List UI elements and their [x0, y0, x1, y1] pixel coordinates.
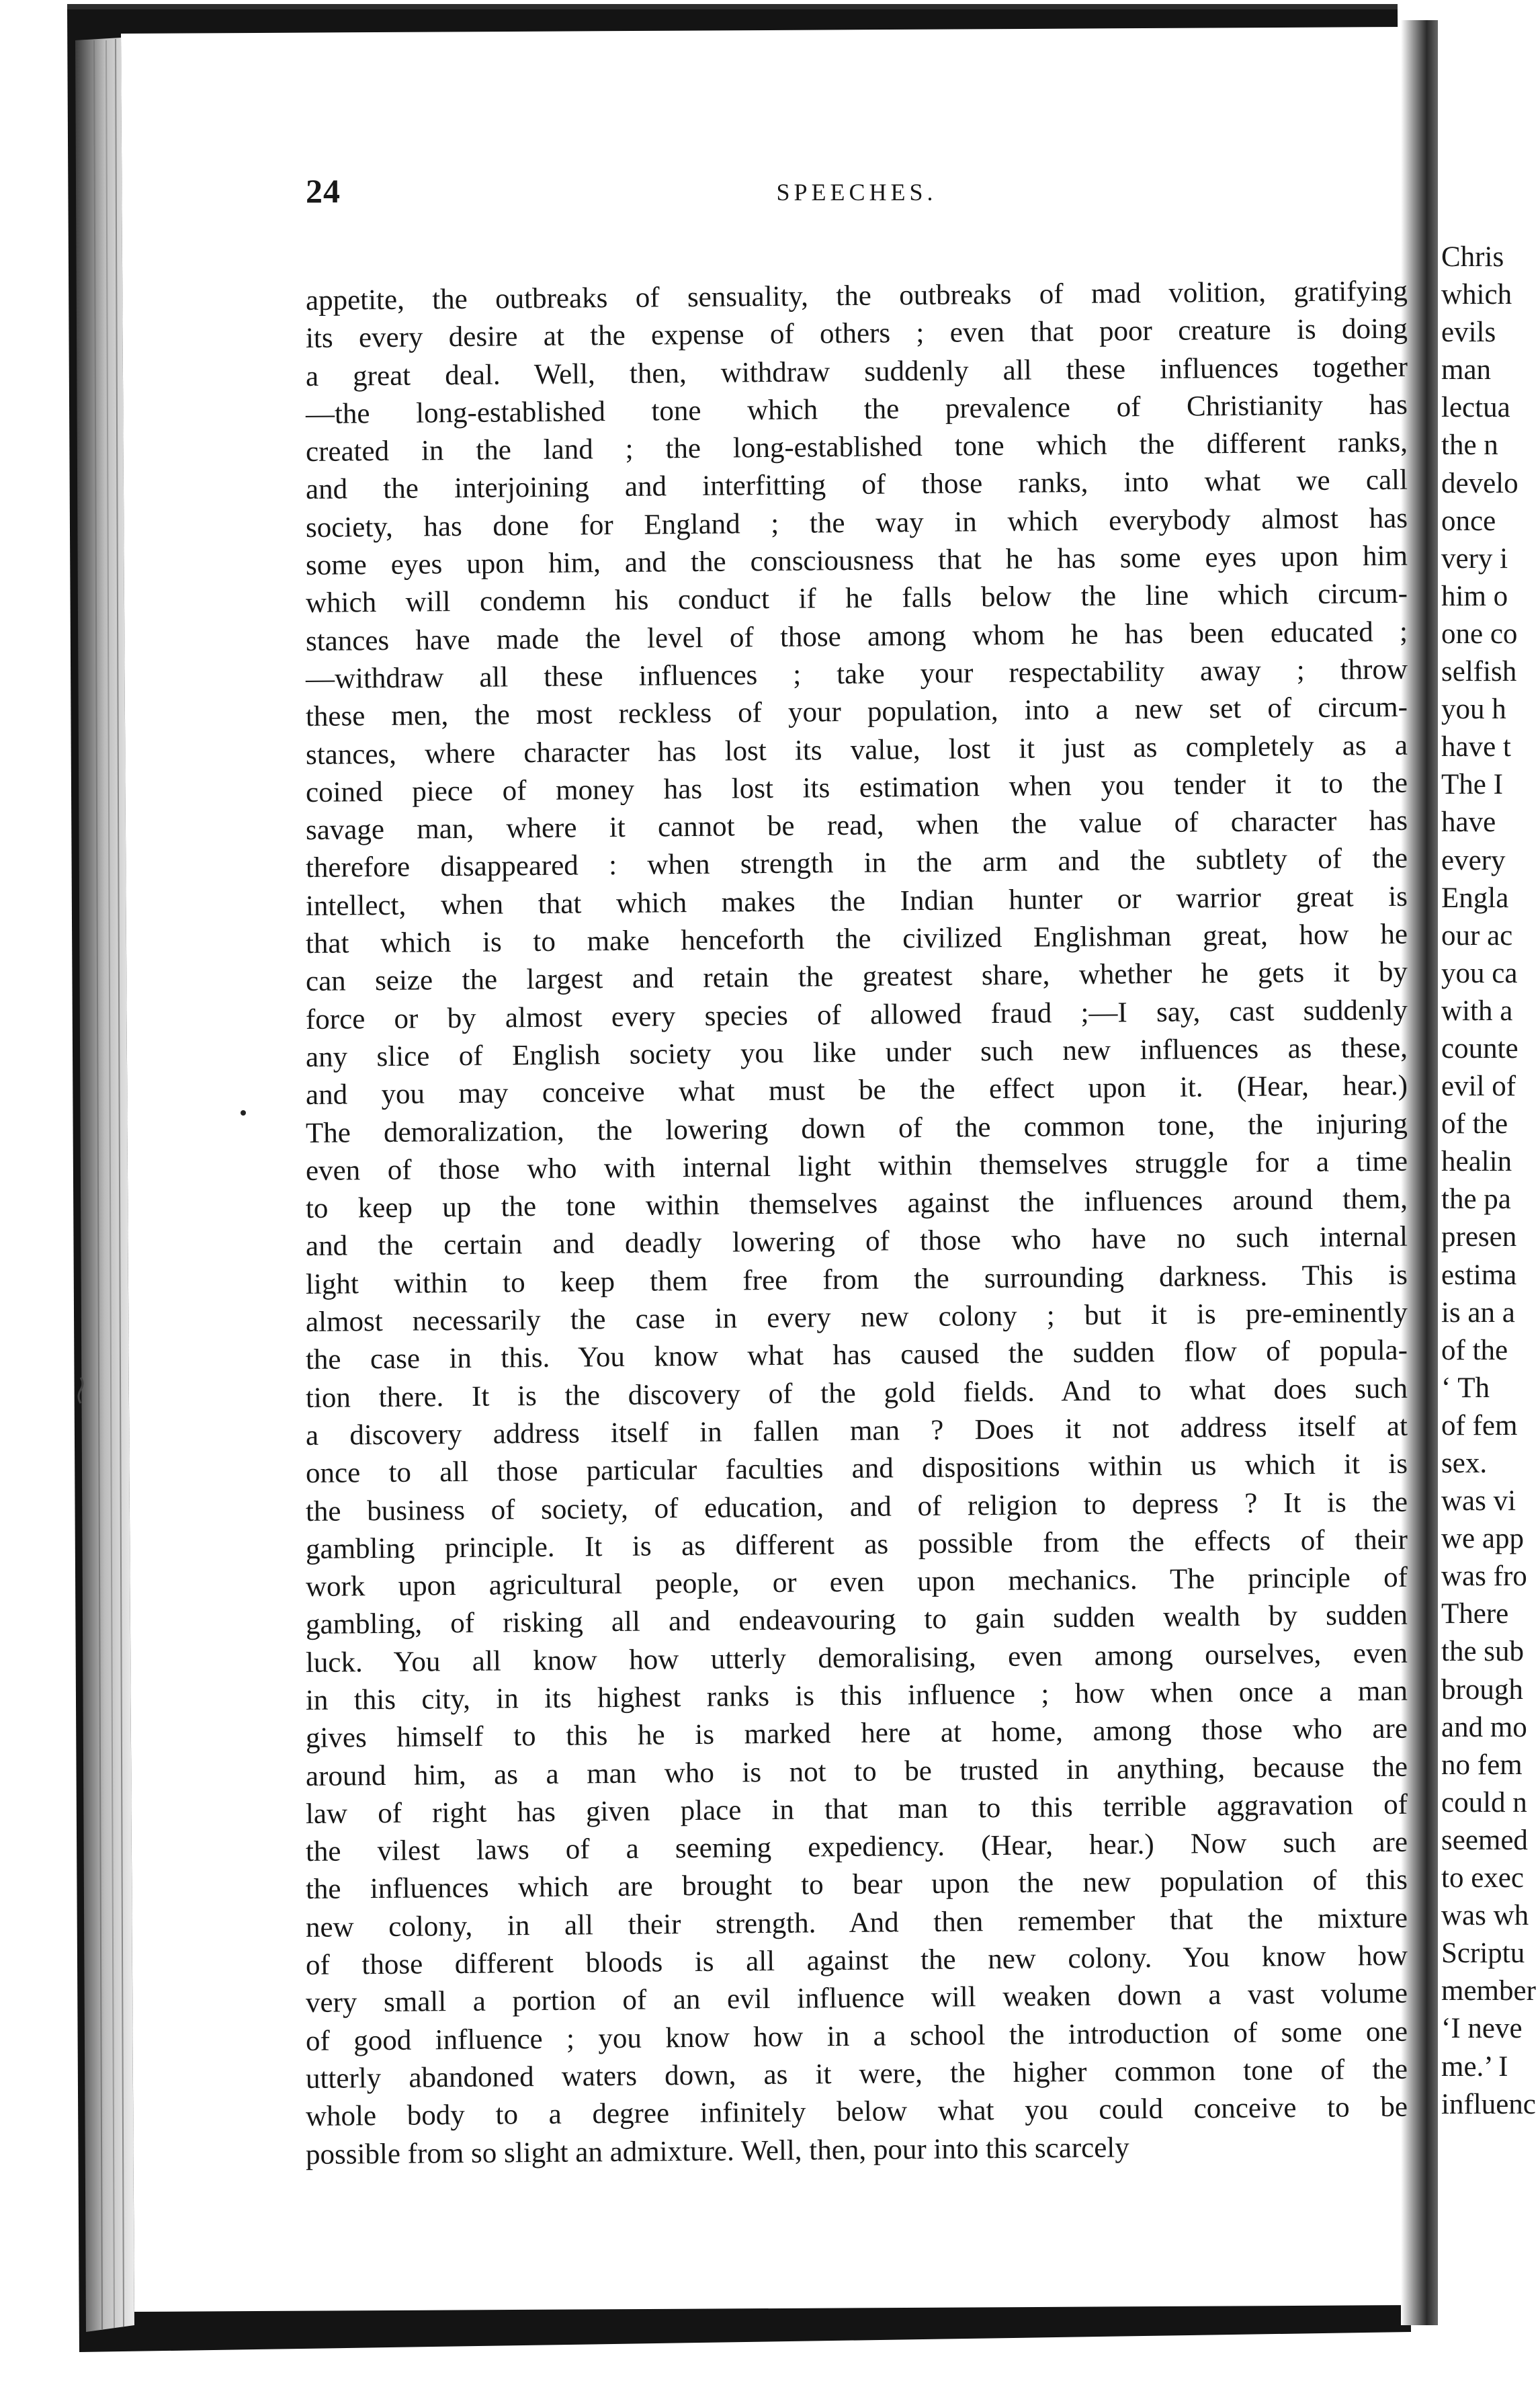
facing-line-fragment: develo	[1441, 467, 1518, 499]
page-number: 24	[306, 172, 341, 210]
facing-page-fragment	[1441, 239, 1540, 2124]
facing-line-fragment: was wh	[1441, 1900, 1529, 1932]
text-line: of good influence ; you know how in a school the introduction of some one	[305, 2015, 1408, 2057]
facing-line-fragment: healin	[1441, 1146, 1512, 1178]
text-line: created in the land ; the long-established tone which the different ranks,	[305, 426, 1408, 468]
text-line: these men, the most reckless of your population, into a new set of circum-	[305, 691, 1408, 733]
text-line: the influences which are brought to bear upon the new population of this	[305, 1864, 1408, 1906]
facing-line-fragment: you ca	[1441, 957, 1518, 989]
text-line: the case in this. You know what has caused the sudden flow of popula-	[305, 1335, 1408, 1376]
text-line: gambling, of risking all and endeavouring to gain sudden wealth by sudden	[305, 1599, 1408, 1641]
text-line: therefore disappeared : when strength in the arm and the subtlety of the	[305, 843, 1408, 884]
text-line: coined piece of money has lost its estimation when you tender it to the	[305, 767, 1408, 808]
running-title: SPEECHES.	[776, 179, 937, 206]
facing-line-fragment: Scriptu	[1441, 1937, 1525, 1970]
text-line: a great deal. Well, then, withdraw suddenly all these influences together	[305, 351, 1408, 392]
facing-line-fragment: of fem	[1441, 1409, 1518, 1441]
text-line: any slice of English society you like under such new influences as these,	[305, 1032, 1408, 1073]
text-line: gives himself to this he is marked here at home, among those who are	[305, 1712, 1408, 1755]
text-line: and you may conceive what must be the effect upon it. (Hear, hear.)	[305, 1069, 1408, 1112]
text-line: even of those who with internal light within themselves struggle for a time	[305, 1145, 1408, 1187]
facing-line-fragment: and mo	[1441, 1711, 1527, 1743]
text-line: to keep up the tone within themselves against the influences around them,	[305, 1183, 1408, 1225]
text-line: the vilest laws of a seeming expediency. (Hear, hear.) Now such are	[305, 1826, 1408, 1868]
text-line: and the certain and deadly lowering of those who have no such internal	[305, 1221, 1408, 1263]
facing-line-fragment: counte	[1441, 1032, 1518, 1064]
text-line: utterly abandoned waters down, as it were, the higher common tone of the	[305, 2053, 1408, 2095]
facing-line-fragment: the sub	[1441, 1636, 1525, 1668]
text-line: around him, as a man who is not to be trusted in anything, because the	[305, 1751, 1408, 1792]
facing-line-fragment: member	[1441, 1975, 1536, 2007]
text-line: tion there. It is the discovery of the gold fields. And to what does such	[305, 1372, 1408, 1414]
text-line: that which is to make henceforth the civilized Englishman great, how he	[305, 918, 1408, 960]
facing-line-fragment: evils	[1441, 317, 1496, 349]
text-line: intellect, when that which makes the Indian hunter or warrior great is	[305, 880, 1408, 922]
facing-line-fragment: brough	[1441, 1673, 1523, 1706]
facing-line-fragment: There	[1441, 1598, 1509, 1630]
facing-line-fragment: have	[1441, 806, 1496, 839]
facing-line-fragment: evil of	[1441, 1071, 1516, 1103]
facing-line-fragment: was vi	[1441, 1485, 1516, 1517]
text-line: almost necessarily the case in every new colony ; but it is pre-eminently	[305, 1296, 1408, 1339]
text-line: its every desire at the expense of others ; even that poor creature is doing	[305, 312, 1408, 355]
facing-line-fragment: to exec	[1441, 1862, 1524, 1894]
text-line: force or by almost every species of allowed fraud ;—I say, cast suddenly	[305, 994, 1408, 1036]
facing-line-fragment: estima	[1441, 1259, 1517, 1291]
facing-line-fragment: ‘I neve	[1441, 2013, 1523, 2045]
facing-line-fragment: could n	[1441, 1786, 1527, 1818]
text-line: which will condemn his conduct if he falls below the line which circum-	[305, 578, 1408, 620]
facing-line-fragment: no fem	[1441, 1749, 1523, 1781]
text-line: very small a portion of an evil influence will weaken down a vast volume	[305, 1978, 1408, 2019]
facing-line-fragment: influenc	[1441, 2088, 1536, 2120]
facing-line-fragment: of the	[1441, 1108, 1508, 1140]
facing-line-fragment: Chris	[1441, 241, 1504, 273]
page-body	[305, 172, 1408, 2174]
text-line: some eyes upon him, and the consciousness that he has some eyes upon him	[305, 540, 1408, 582]
facing-line-fragment: with a	[1441, 995, 1513, 1027]
facing-line-fragment: very i	[1441, 542, 1508, 575]
facing-line-fragment: once	[1441, 505, 1496, 537]
text-column	[305, 275, 1408, 2174]
text-line: luck. You all know how utterly demoralising, even among ourselves, even	[305, 1637, 1408, 1679]
text-line: the business of society, of education, and of religion to depress ? It is the	[305, 1486, 1408, 1528]
text-line: and the interjoining and interfitting of those ranks, into what we call	[305, 464, 1408, 506]
facing-line-fragment: every	[1441, 844, 1506, 876]
facing-line-fragment: have t	[1441, 731, 1511, 763]
text-line: possible from so slight an admixture. Well, then, pour into this scarcely	[305, 2131, 1129, 2171]
facing-line-fragment: we app	[1441, 1523, 1524, 1555]
facing-line-fragment: The I	[1441, 769, 1503, 801]
facing-line-fragment: seemed	[1441, 1824, 1528, 1856]
facing-line-fragment: him o	[1441, 580, 1508, 612]
facing-line-fragment: our ac	[1441, 919, 1513, 952]
text-line: work upon agricultural people, or even upon mechanics. The principle of	[305, 1561, 1408, 1603]
text-line: a discovery address itself in fallen man ? Does it not address itself at	[305, 1410, 1408, 1452]
text-line: savage man, where it cannot be read, when the value of character has	[305, 804, 1408, 847]
facing-line-fragment: the n	[1441, 429, 1498, 462]
facing-line-fragment: is an a	[1441, 1296, 1515, 1329]
text-line: law of right has given place in that man to this terrible aggravation of	[305, 1788, 1408, 1830]
text-line: in this city, in its highest ranks is this influence ; how when once a man	[305, 1675, 1408, 1716]
facing-line-fragment: sex.	[1441, 1448, 1488, 1479]
facing-line-fragment: selfish	[1441, 656, 1517, 688]
facing-line-fragment: which	[1441, 279, 1512, 311]
facing-line-fragment: was fro	[1441, 1560, 1527, 1593]
text-line: —the long-established tone which the prevalence of Christianity has	[305, 388, 1408, 430]
facing-line-fragment: presen	[1441, 1221, 1517, 1253]
text-line: appetite, the outbreaks of sensuality, the outbreaks of mad volition, gratifying	[305, 275, 1408, 317]
text-line: —withdraw all these influences ; take your respectability away ; throw	[305, 653, 1408, 695]
text-line: society, has done for England ; the way in which everybody almost has	[305, 502, 1408, 544]
facing-line-fragment: man	[1441, 354, 1492, 386]
text-line: once to all those particular faculties and dispositions within us which it is	[305, 1448, 1408, 1490]
text-line: of those different bloods is all against the new colony. You know how	[305, 1939, 1408, 1982]
facing-line-fragment: you h	[1441, 694, 1506, 726]
facing-line-fragment: ‘ Th	[1441, 1372, 1490, 1404]
text-line: stances have made the level of those among whom he has been educated ;	[305, 616, 1408, 657]
facing-line-fragment: one co	[1441, 618, 1518, 650]
facing-line-fragment: me.’ I	[1441, 2050, 1508, 2083]
text-line: whole body to a degree infinitely below what you could conceive to be	[305, 2091, 1408, 2133]
text-line: can seize the largest and retain the greatest share, whether he gets it by	[305, 956, 1408, 998]
text-line: new colony, in all their strength. And then remember that the mixture	[305, 1902, 1408, 1943]
text-line: stances, where character has lost its value, lost it just as completely as a	[305, 729, 1408, 771]
facing-line-fragment: lectua	[1441, 392, 1510, 424]
facing-line-fragment: the pa	[1441, 1183, 1511, 1216]
text-line: The demoralization, the lowering down of the common tone, the injuring	[305, 1107, 1408, 1149]
text-line: light within to keep them free from the surrounding darkness. This is	[305, 1259, 1408, 1300]
facing-line-fragment: Engla	[1441, 882, 1509, 914]
facing-text-column	[1441, 239, 1540, 2124]
facing-line-fragment: of the	[1441, 1334, 1508, 1366]
text-line: gambling principle. It is as different as possible from the effects of their	[305, 1523, 1408, 1565]
